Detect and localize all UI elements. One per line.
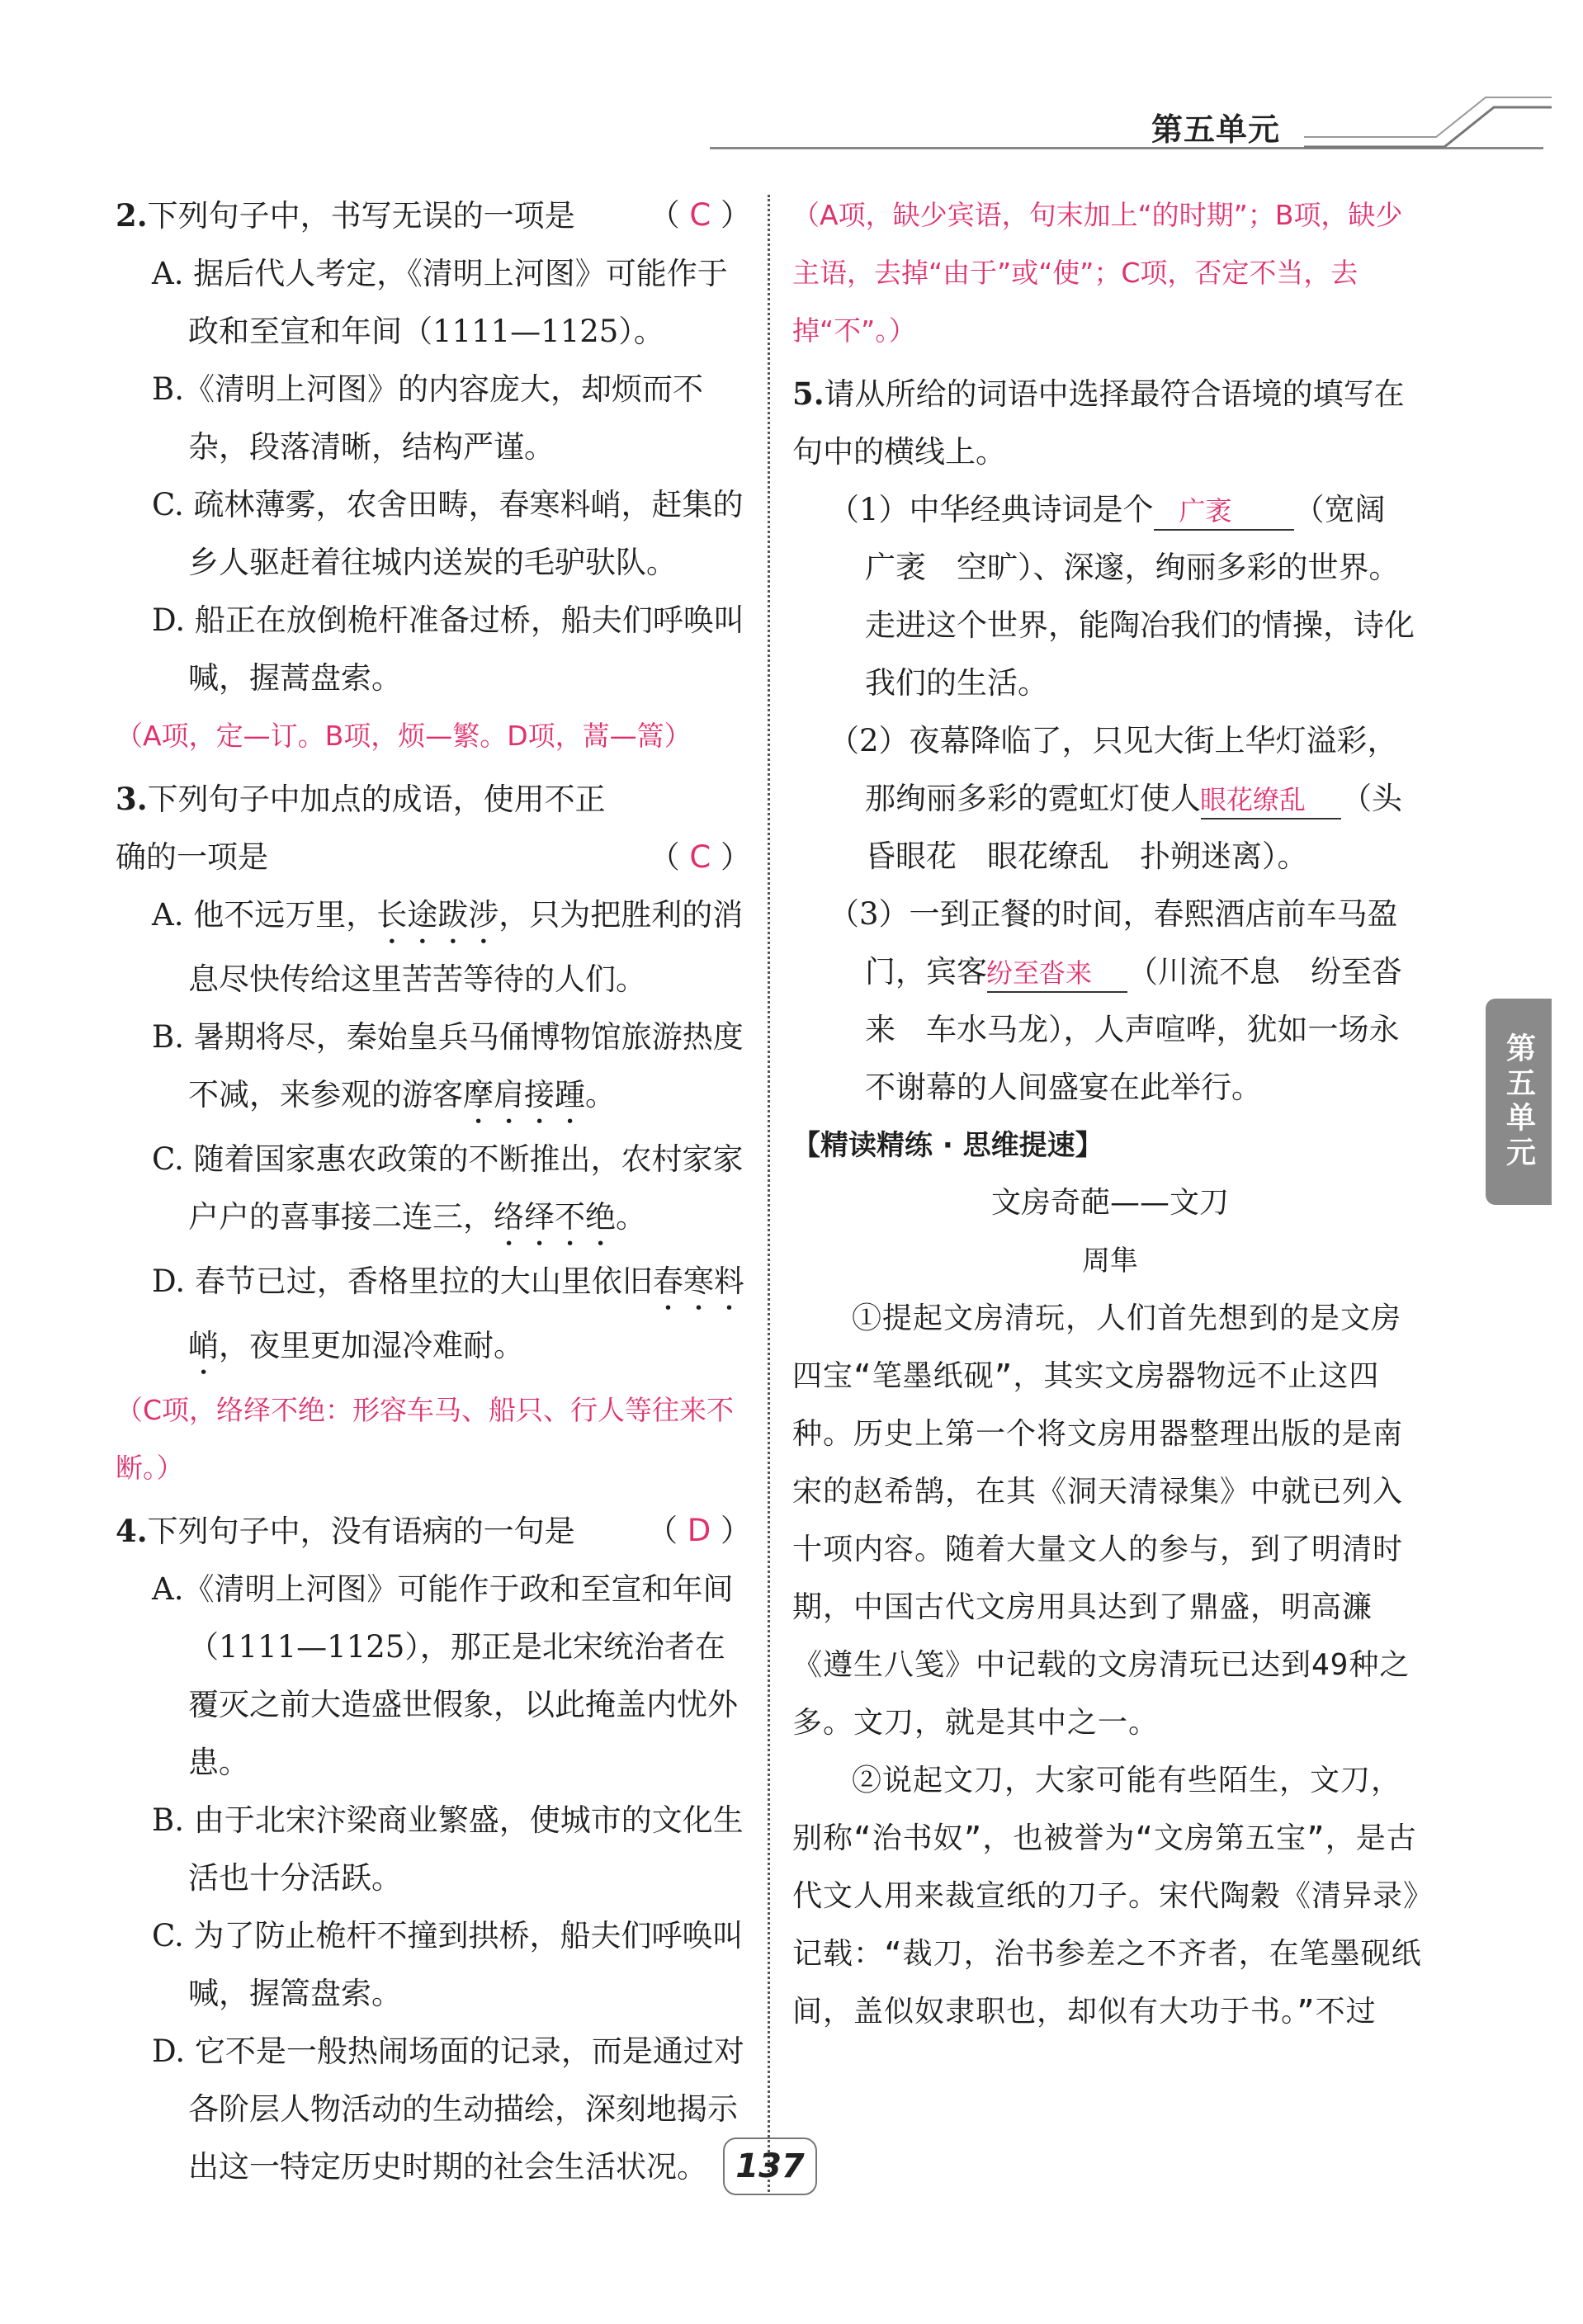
option: A.《清明上河图》可能作于政和至宣和年间（1111—1125），那正是北宋统治者在覆灭之前大造盛世假象，以此掩盖内忧外患。 xyxy=(152,1571,738,1780)
option: A. 他不远万里，长途跋涉，只为把胜利的消息尽快传给这里苦苦等待的人们。 xyxy=(152,897,744,997)
option: C. 随着国家惠农政策的不断推出，农村家家户户的喜事接二连三，络绎不绝。 xyxy=(152,1141,744,1235)
article-title: 文房奇葩——文刀 xyxy=(990,1186,1229,1220)
option: D. 它不是一般热闹场面的记录，而是通过对各阶层人物活动的生动描绘，深刻地揭示出这一特定历史时期的社会生活状况。 xyxy=(152,2034,744,2185)
dotted-idiom: 摩肩接踵 xyxy=(463,1077,585,1112)
option: B. 暑期将尽，秦始皇兵马俑博物馆旅游热度不减，来参观的游客摩肩接踵。 xyxy=(152,1019,744,1112)
question-4-stem: 4.下列句子中，没有语病的一句是 （ D ） xyxy=(116,1513,751,1549)
question-2-stem: 2.下列句子中，书写无误的一项是 （ C ） xyxy=(116,197,751,234)
option: A. 据后代人考定，《清明上河图》可能作于政和至宣和年间（1111—1125）。 xyxy=(152,256,728,349)
option: B.《清明上河图》的内容庞大，却烦而不杂，段落清晰，结构严谨。 xyxy=(152,371,703,465)
unit-title: 第五单元 xyxy=(1151,111,1281,148)
dotted-idiom: 春寒料峭 xyxy=(188,1264,744,1363)
header-decoration-icon xyxy=(1304,83,1552,157)
answer-mark: C xyxy=(689,839,711,875)
answer-note: （A项，缺少宾语，句末加上“的时期”；B项，缺少主语，去掉“由于”或“使”；C项，否定不当，去掉“不”。） xyxy=(792,199,1403,347)
fill-item-3: （3）一到正餐的时间，春熙酒店前车马盈门，宾客纷至沓来 （川流不息 纷至沓来 车水马龙），人声喧哗，犹如一场永不谢幕的人间盛宴在此举行。 xyxy=(829,896,1402,1105)
dotted-idiom: 长途跋涉 xyxy=(376,897,499,933)
fill-item-1: （1）中华经典诗词是个 广袤 （宽阔 广袤 空旷）、深邃，绚丽多彩的世界。走进这个世界，能陶冶我们的情操，诗化我们的生活。 xyxy=(829,492,1416,701)
answer-blank: 广袤 xyxy=(1154,493,1294,531)
column-divider xyxy=(768,195,770,2192)
article-paragraph-1: ①提起文房清玩，人们首先想到的是文房四宝“笔墨纸砚”，其实文房器物远不止这四种。历史上第一个将文房用器整理出版的是南宋的赵希鹄，在其《洞天清禄集》中就已列入十项内容。随着大量文人的参与，到了明清时期，中国古代文房用具达到了鼎盛，明高濂《遵生八笺》中记载的文房清玩已达到49种之多。文刀，就是其中之一。 xyxy=(792,1301,1411,1740)
option: D. 春节已过，香格里拉的大山里依旧春寒料峭，夜里更加湿冷难耐。 xyxy=(152,1264,744,1363)
answer-note: （C项，络绎不绝：形容车马、船只、行人等往来不断。） xyxy=(116,1394,735,1484)
answer-mark: D xyxy=(687,1513,711,1548)
article-paragraph-2: ②说起文刀，大家可能有些陌生，文刀，别称“治书奴”，也被誉为“文房第五宝”，是古代文人用来裁宣纸的刀子。宋代陶穀《清异录》记载：“裁刀，治书参差之不齐者，在笔墨砚纸间，盖似奴隶职也，却似有大功于书。”不过 xyxy=(792,1764,1422,2029)
answer-blank: 纷至沓来 xyxy=(987,955,1127,993)
section-heading: 【精读精练 · 思维提速】 xyxy=(792,1129,1103,1162)
question-5-stem: 5.请从所给的词语中选择最符合语境的填写在句中的横线上。 xyxy=(792,376,1405,470)
option: C. 疏林薄雾，农舍田畴，春寒料峭，赶集的乡人驱赶着往城内送炭的毛驴驮队。 xyxy=(152,487,744,580)
article-author: 周隼 xyxy=(1082,1245,1138,1278)
option: D. 船正在放倒桅杆准备过桥，船夫们呼唤叫喊，握蒿盘索。 xyxy=(152,602,744,696)
dotted-idiom: 络绎不绝 xyxy=(494,1199,616,1235)
option: B. 由于北宋汴梁商业繁盛，使城市的文化生活也十分活跃。 xyxy=(152,1802,744,1896)
page-number: 137 xyxy=(723,2137,817,2195)
left-column xyxy=(116,187,751,2196)
option: C. 为了防止桅杆不撞到拱桥，船夫们呼唤叫喊，握篙盘索。 xyxy=(152,1918,744,2011)
answer-mark: C xyxy=(689,197,711,233)
question-3-stem: 3.下列句子中加点的成语，使用不正确的一项是 （ C ） xyxy=(116,781,751,875)
answer-note: （A项，定—订。B项，烦—繁。D项，蒿—篙） xyxy=(116,720,692,752)
unit-side-tab: 第五单元 xyxy=(1486,999,1552,1205)
answer-blank: 眼花缭乱 xyxy=(1201,782,1341,820)
fill-item-2: （2）夜幕降临了，只见大街上华灯溢彩，那绚丽多彩的霓虹灯使人眼花缭乱 （头昏眼花 眼花缭乱 扑朔迷离）。 xyxy=(829,723,1402,874)
right-column xyxy=(792,187,1428,2041)
